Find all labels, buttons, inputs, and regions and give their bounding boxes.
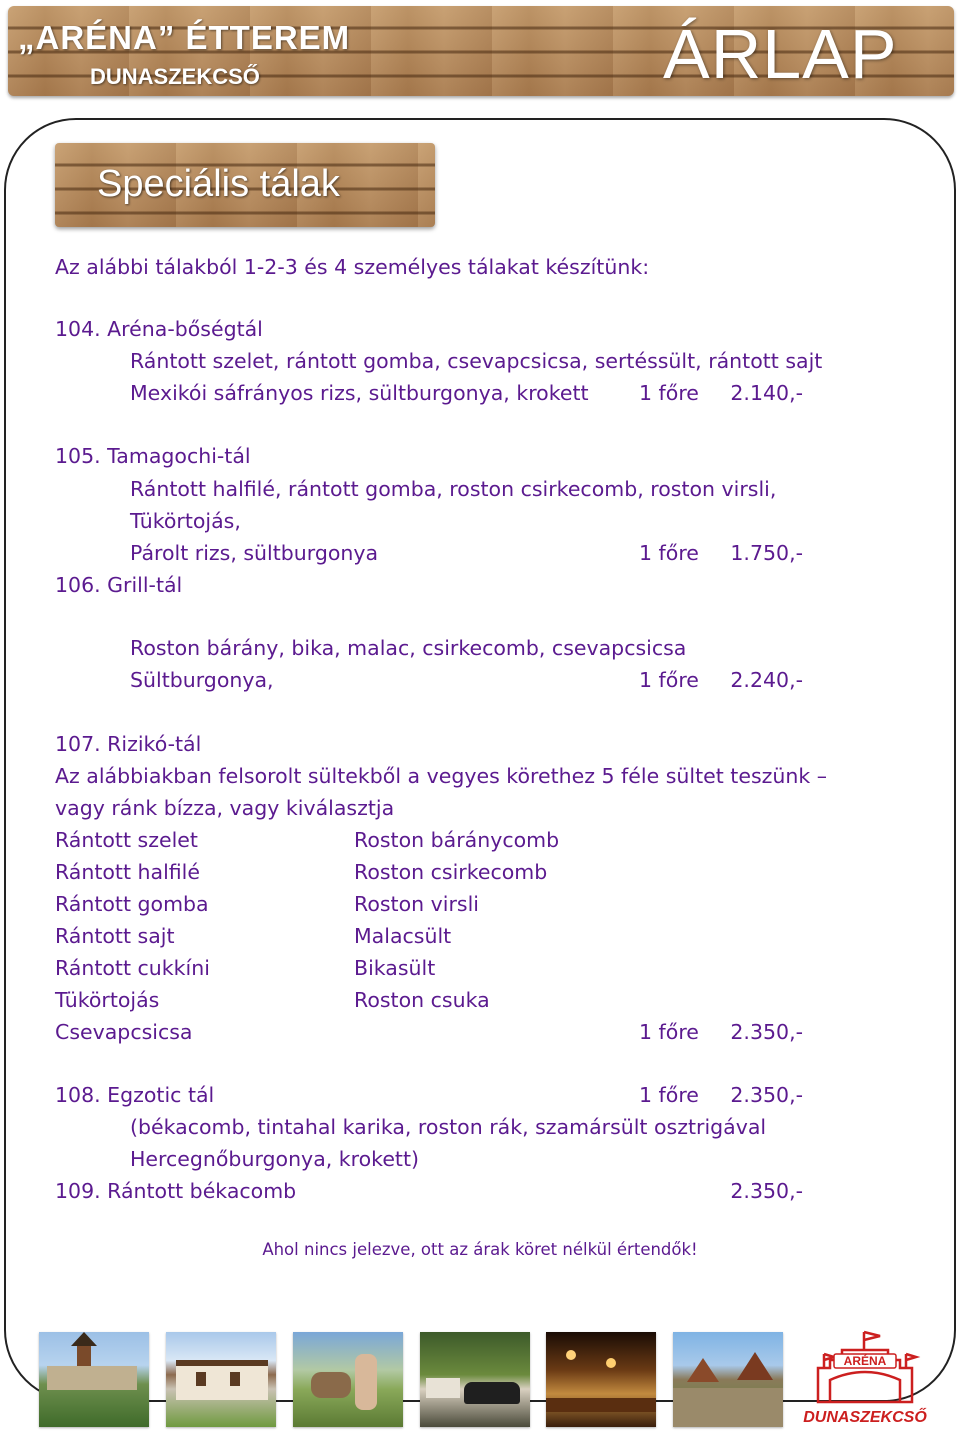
item-105-line3: Párolt rizs, sültburgonya: [130, 541, 379, 565]
photo-campsite-car: [420, 1332, 530, 1427]
item-104-per: 1 főre: [639, 381, 699, 405]
item-107-right-6: Roston csuka: [354, 988, 490, 1012]
item-106-line1: Roston bárány, bika, malac, csirkecomb, csevapcsicsa: [130, 636, 687, 660]
logo-bottom-text: DUNASZEKCSŐ: [803, 1409, 927, 1426]
photo-castle-tents: [673, 1332, 783, 1427]
item-108-line1: (békacomb, tintahal karika, roston rák, szamársült osztrigával: [130, 1115, 767, 1139]
logo-top-text: ARÉNA: [843, 1354, 887, 1368]
item-105-line2: Tükörtojás,: [130, 509, 241, 533]
item-107-right-2: Roston csirkecomb: [354, 860, 548, 884]
arena-logo: [800, 1324, 930, 1429]
photo-restaurant-interior: [546, 1332, 656, 1427]
photo-donkey-foal: [293, 1332, 403, 1427]
item-109-price: 2.350,-: [730, 1179, 803, 1203]
item-105-per: 1 főre: [639, 541, 699, 565]
restaurant-city: DUNASZEKCSŐ: [90, 64, 260, 89]
item-107-per: 1 főre: [639, 1020, 699, 1044]
item-104-price: 2.140,-: [730, 381, 803, 405]
item-107-left-2: Rántott halfilé: [55, 860, 200, 884]
item-106-per: 1 főre: [639, 668, 699, 692]
item-107-right-1: Roston báránycomb: [354, 828, 560, 852]
item-108-price: 2.350,-: [730, 1083, 803, 1107]
item-107-left-5: Rántott cukkíni: [55, 956, 210, 980]
item-107-price: 2.350,-: [730, 1020, 803, 1044]
item-107-right-4: Malacsült: [354, 924, 452, 948]
item-108-per: 1 főre: [639, 1083, 699, 1107]
section-title: Speciális tálak: [97, 163, 340, 205]
item-107-title: 107. Rizikó-tál: [55, 732, 202, 756]
item-106-line2: Sültburgonya,: [130, 668, 274, 692]
item-109-title: 109. Rántott békacomb: [55, 1179, 297, 1203]
footer-note: Ahol nincs jelezve, ott az árak köret nélkül értendők!: [262, 1240, 698, 1259]
item-104-title: 104. Aréna-bőségtál: [55, 317, 263, 341]
item-105-line1: Rántott halfilé, rántott gomba, roston csirkecomb, roston virsli,: [130, 477, 777, 501]
item-107-desc1: Az alábbiakban felsorolt sültekből a vegyes körethez 5 féle sültet teszünk –: [55, 764, 828, 788]
page-title: ÁRLAP: [663, 15, 898, 93]
item-106-price: 2.240,-: [730, 668, 803, 692]
item-107-left-1: Rántott szelet: [55, 828, 198, 852]
section-banner: [55, 143, 435, 227]
photo-house-with-tower: [39, 1332, 149, 1427]
item-107-desc2: vagy ránk bízza, vagy kiválasztja: [55, 796, 395, 820]
item-105-price: 1.750,-: [730, 541, 803, 565]
intro-text: Az alábbi tálakból 1-2-3 és 4 személyes tálakat készítünk:: [55, 255, 650, 279]
item-106-title: 106. Grill-tál: [55, 573, 183, 597]
photo-timber-house: [166, 1332, 276, 1427]
item-108-line2: Hercegnőburgonya, krokett): [130, 1147, 420, 1171]
item-107-left-6: Tükörtojás: [55, 988, 160, 1012]
restaurant-name: „ARÉNA” ÉTTEREM: [18, 19, 351, 56]
item-107-left-4: Rántott sajt: [55, 924, 175, 948]
item-107-right-5: Bikasült: [354, 956, 436, 980]
item-104-line1: Rántott szelet, rántott gomba, csevapcsicsa, sertéssült, rántott sajt: [130, 349, 823, 373]
item-108-title: 108. Egzotic tál: [55, 1083, 215, 1107]
item-107-last: Csevapcsicsa: [55, 1020, 193, 1044]
item-105-title: 105. Tamagochi-tál: [55, 444, 251, 468]
item-107-right-3: Roston virsli: [354, 892, 479, 916]
item-107-left-3: Rántott gomba: [55, 892, 209, 916]
header-banner: [8, 6, 954, 96]
item-104-line2: Mexikói sáfrányos rizs, sültburgonya, krokett: [130, 381, 589, 405]
content-frame: [4, 118, 956, 1402]
